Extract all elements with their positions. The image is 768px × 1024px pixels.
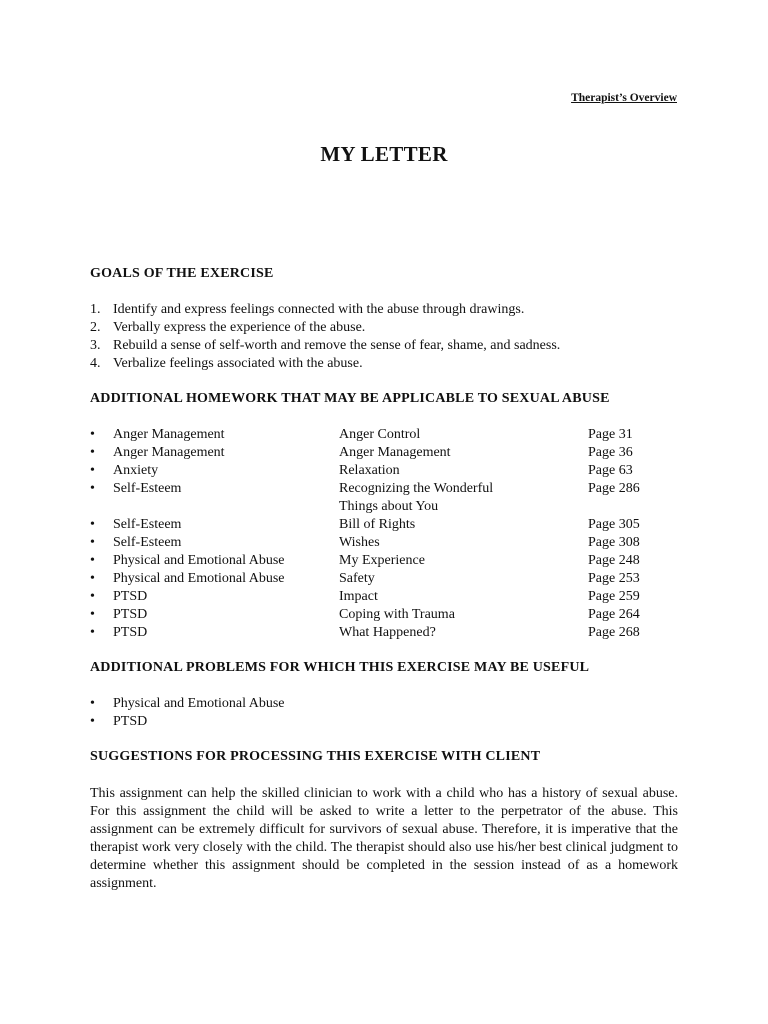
problem-cell: PTSD	[113, 589, 148, 604]
page-cell: Page 268	[588, 625, 640, 640]
problem-cell: Self-Esteem	[113, 535, 182, 550]
bullet: •	[90, 535, 95, 550]
page-cell: Page 63	[588, 463, 633, 478]
table-row	[90, 498, 678, 516]
assignment-cell: Wishes	[339, 535, 380, 550]
page-title: MY LETTER	[320, 142, 448, 166]
page-cell: Page 264	[588, 607, 640, 622]
bullet: •	[90, 427, 95, 442]
assignment-cell: Anger Management	[339, 445, 451, 460]
list-item-text: PTSD	[113, 714, 148, 729]
table-row	[90, 588, 678, 606]
problem-cell: Self-Esteem	[113, 481, 182, 496]
page-cell: Page 305	[588, 517, 640, 532]
problem-cell	[113, 498, 339, 516]
bullet: •	[90, 517, 95, 532]
goal-item	[90, 337, 678, 355]
suggestions-paragraph: This assignment can help the skilled clinician to work with a child who has a history of sexual abuse. For this assignment the child will be asked to write a letter to the perpetrator of the abuse. This assignment can be extremely difficult for survivors of sexual abuse. Therefore, it is imperative that the therapist work very closely with the child. The therapist should also use his/her best clinical judgment to determine whether this assignment should be completed in the session instead of as a homework assignment.	[90, 786, 678, 891]
page-cell	[588, 498, 678, 516]
problem-cell: Physical and Emotional Abuse	[113, 571, 285, 586]
bullet: •	[90, 696, 95, 711]
running-header: Therapist’s Overview	[571, 92, 677, 104]
assignment-cell: My Experience	[339, 553, 425, 568]
page-cell: Page 36	[588, 445, 633, 460]
goal-item	[90, 355, 678, 373]
goal-number: 4.	[90, 356, 101, 371]
bullet: •	[90, 589, 95, 604]
assignment-cell: Coping with Trauma	[339, 607, 455, 622]
homework-heading: ADDITIONAL HOMEWORK THAT MAY BE APPLICABLE TO SEXUAL ABUSE	[90, 391, 610, 406]
page-cell: Page 253	[588, 571, 640, 586]
page-cell: Page 248	[588, 553, 640, 568]
goal-text: Verbally express the experience of the abuse.	[113, 320, 366, 335]
problem-cell: Physical and Emotional Abuse	[113, 553, 285, 568]
suggestions-heading: SUGGESTIONS FOR PROCESSING THIS EXERCISE WITH CLIENT	[90, 749, 541, 764]
table-row	[90, 480, 678, 498]
bullet: •	[90, 607, 95, 622]
table-row	[90, 426, 678, 444]
assignment-cell: Things about You	[339, 499, 439, 514]
problem-cell: Anxiety	[113, 463, 159, 478]
goals-list	[90, 301, 678, 373]
bullet: •	[90, 571, 95, 586]
bullet: •	[90, 481, 95, 496]
table-row	[90, 552, 678, 570]
assignment-cell: Impact	[339, 589, 378, 604]
assignment-cell: Relaxation	[339, 463, 400, 478]
goal-item	[90, 301, 678, 319]
page-cell: Page 286	[588, 481, 640, 496]
problem-cell: Self-Esteem	[113, 517, 182, 532]
assignment-cell: Bill of Rights	[339, 517, 416, 532]
homework-table	[90, 426, 678, 642]
table-row	[90, 462, 678, 480]
page-cell: Page 308	[588, 535, 640, 550]
list-item-text: Physical and Emotional Abuse	[113, 696, 285, 711]
goal-text: Verbalize feelings associated with the abuse.	[113, 356, 363, 371]
table-row	[90, 516, 678, 534]
goal-item	[90, 319, 678, 337]
assignment-cell: Recognizing the Wonderful	[339, 481, 494, 496]
page-cell: Page 31	[588, 427, 633, 442]
problems-heading: ADDITIONAL PROBLEMS FOR WHICH THIS EXERCISE MAY BE USEFUL	[90, 660, 590, 675]
problem-cell: PTSD	[113, 625, 148, 640]
bullet: •	[90, 714, 95, 729]
assignment-cell: What Happened?	[339, 625, 436, 640]
bullet: •	[90, 463, 95, 478]
goal-text: Identify and express feelings connected with the abuse through drawings.	[113, 302, 525, 317]
problem-cell: Anger Management	[113, 427, 225, 442]
goal-number: 3.	[90, 338, 101, 353]
problem-cell: Anger Management	[113, 445, 225, 460]
document-body	[90, 264, 678, 907]
problems-list	[90, 695, 678, 731]
list-item	[90, 713, 678, 731]
table-row	[90, 624, 678, 642]
assignment-cell: Safety	[339, 571, 375, 586]
goal-number: 1.	[90, 302, 101, 317]
page-cell: Page 259	[588, 589, 640, 604]
table-row	[90, 444, 678, 462]
table-row	[90, 534, 678, 552]
bullet	[90, 498, 113, 516]
list-item	[90, 695, 678, 713]
table-row	[90, 570, 678, 588]
goal-number: 2.	[90, 320, 101, 335]
bullet: •	[90, 445, 95, 460]
problem-cell: PTSD	[113, 607, 148, 622]
bullet: •	[90, 553, 95, 568]
assignment-cell: Anger Control	[339, 427, 421, 442]
table-row	[90, 606, 678, 624]
goals-heading: GOALS OF THE EXERCISE	[90, 266, 274, 281]
goal-text: Rebuild a sense of self-worth and remove the sense of fear, shame, and sadness.	[113, 338, 561, 353]
bullet: •	[90, 625, 95, 640]
